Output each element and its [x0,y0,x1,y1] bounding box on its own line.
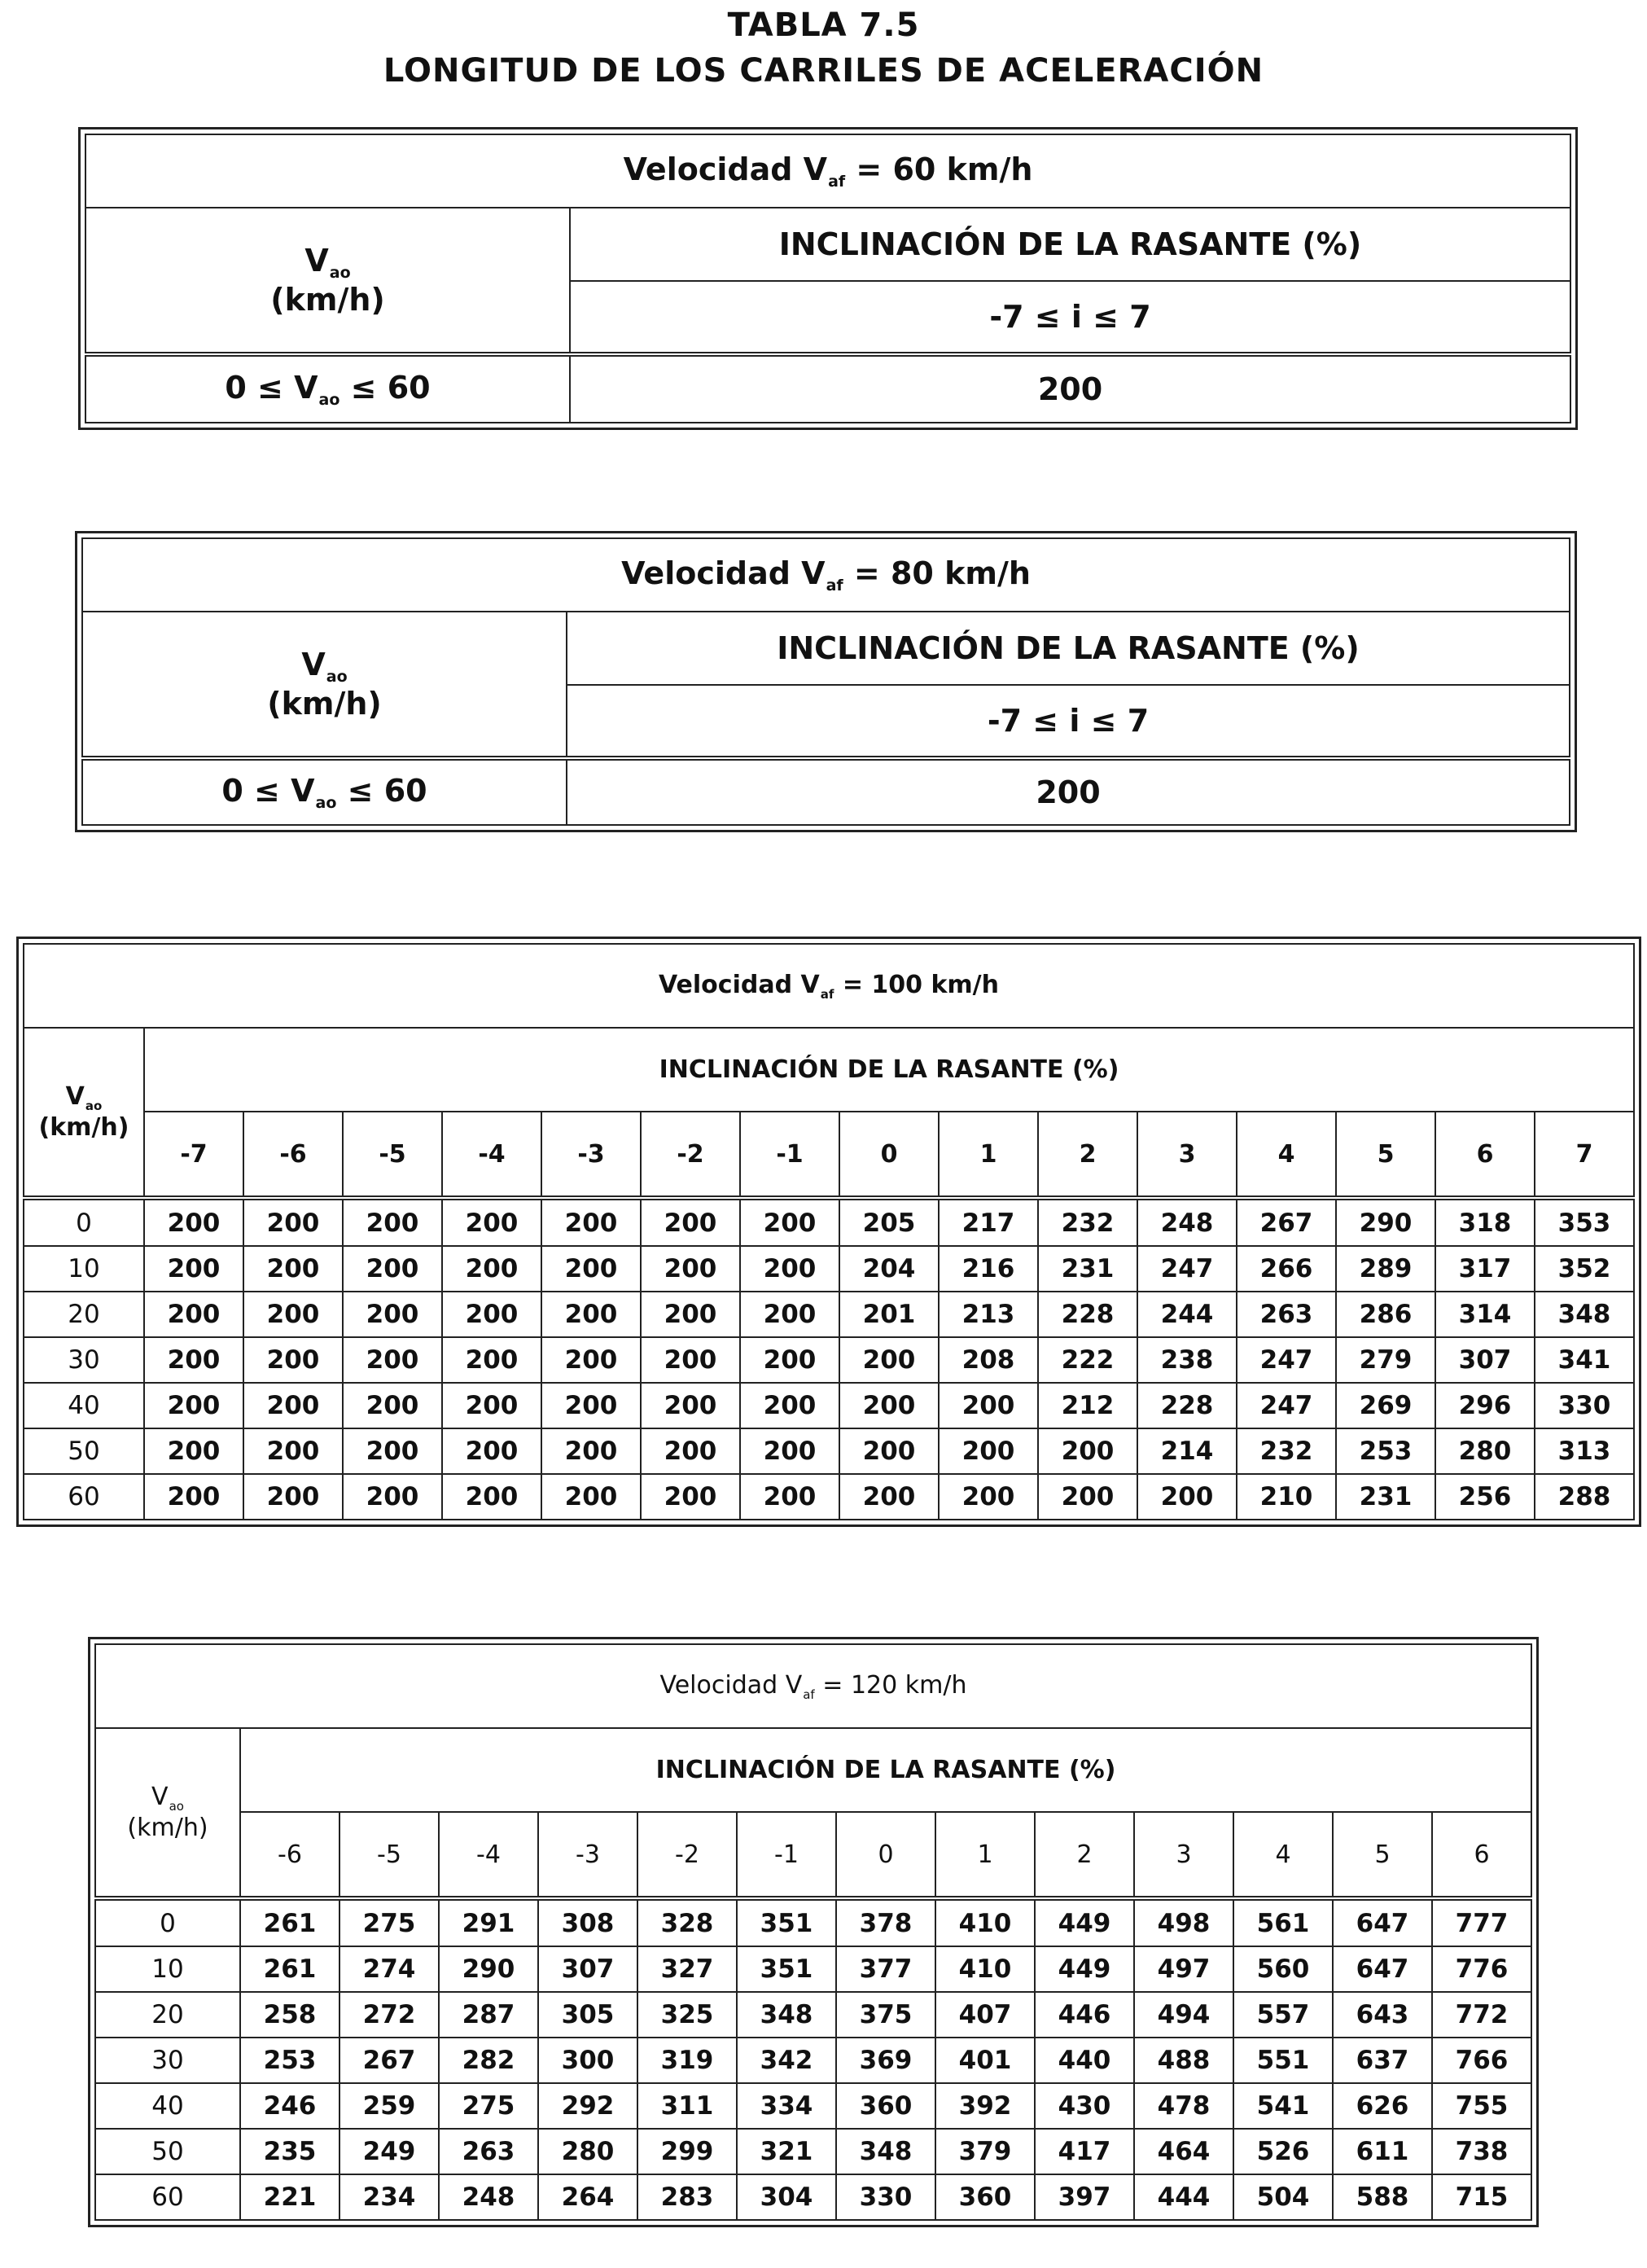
vao-range-label: $0 \le V_{ao} \le 60$ [82,758,567,825]
length-cell: 397 [1035,2174,1134,2220]
length-cell: 360 [836,2083,935,2129]
vao-unit-header: $V_{ao}$ (km/h) [24,1028,144,1198]
length-cell: 430 [1035,2083,1134,2129]
length-cell: 200 [343,1198,442,1246]
length-cell: 200 [541,1383,641,1428]
table-number-title: TABLA 7.5 [727,7,920,44]
length-cell: 348 [836,2129,935,2174]
length-cell: 266 [1237,1246,1336,1292]
length-cell: 263 [1237,1292,1336,1337]
length-cell: 200 [144,1246,243,1292]
length-cell: 440 [1035,2038,1134,2083]
table-vaf-120 [88,1637,1539,2227]
length-cell: 247 [1237,1337,1336,1383]
inclination-column-header: 5 [1336,1112,1435,1198]
table-row [24,1383,1634,1428]
length-cell: 772 [1432,1992,1531,2038]
length-cell: 478 [1134,2083,1233,2129]
table-row [24,1474,1634,1520]
length-cell: 200 [1038,1474,1137,1520]
length-cell: 755 [1432,2083,1531,2129]
inclination-column-header: 3 [1137,1112,1237,1198]
length-cell: 200 [144,1337,243,1383]
length-cell: 200 [442,1246,541,1292]
length-cell: 269 [1336,1383,1435,1428]
length-cell: 328 [637,1898,737,1946]
length-cell: 541 [1233,2083,1333,2129]
length-cell: 275 [439,2083,538,2129]
length-cell: 289 [1336,1246,1435,1292]
inclination-column-header: 4 [1233,1812,1333,1898]
length-cell: 305 [538,1992,637,2038]
length-cell: 286 [1336,1292,1435,1337]
length-cell: 231 [1038,1246,1137,1292]
inclination-column-header: -7 [144,1112,243,1198]
length-cell: 318 [1435,1198,1535,1246]
length-cell: 200 [641,1198,740,1246]
length-cell: 291 [439,1898,538,1946]
length-cell: 290 [439,1946,538,1992]
inclination-column-header: 6 [1435,1112,1535,1198]
length-cell: 200 [343,1246,442,1292]
vao-row-label: 40 [95,2083,240,2129]
length-cell: 261 [240,1946,339,1992]
table-row [95,1992,1531,2038]
inclination-column-header: 1 [935,1812,1035,1898]
length-cell: 249 [339,2129,439,2174]
length-cell: 378 [836,1898,935,1946]
inclination-column-header: 0 [836,1812,935,1898]
inclination-column-header: -2 [637,1812,737,1898]
inclination-column-header: -6 [240,1812,339,1898]
vao-row-label: 30 [24,1337,144,1383]
length-cell: 348 [737,1992,836,2038]
length-cell: 200 [442,1474,541,1520]
length-cell: 341 [1535,1337,1634,1383]
length-cell: 238 [1137,1337,1237,1383]
length-cell: 766 [1432,2038,1531,2083]
length-cell: 588 [1333,2174,1432,2220]
length-cell: 283 [637,2174,737,2220]
length-cell: 319 [637,2038,737,2083]
length-cell: 334 [737,2083,836,2129]
length-cell: 232 [1038,1198,1137,1246]
length-cell: 325 [637,1992,737,2038]
length-cell: 497 [1134,1946,1233,1992]
table-row [95,1946,1531,1992]
inclination-column-header: -1 [737,1812,836,1898]
length-cell: 231 [1336,1474,1435,1520]
length-cell: 200 [144,1474,243,1520]
length-cell: 369 [836,2038,935,2083]
inclination-header: INCLINACIÓN DE LA RASANTE (%) [567,612,1570,685]
length-cell: 200 [939,1383,1038,1428]
length-cell: 247 [1137,1246,1237,1292]
length-cell: 258 [240,1992,339,2038]
length-cell: 317 [1435,1246,1535,1292]
vao-row-label: 10 [24,1246,144,1292]
table-vaf-100 [16,937,1641,1527]
length-cell: 200 [740,1428,839,1474]
vao-row-label: 60 [24,1474,144,1520]
length-cell: 282 [439,2038,538,2083]
length-cell: 304 [737,2174,836,2220]
length-cell: 307 [1435,1337,1535,1383]
inclination-range: -7 ≤ i ≤ 7 [567,685,1570,758]
length-cell: 232 [1237,1428,1336,1474]
length-cell: 352 [1535,1246,1634,1292]
length-cell: 248 [439,2174,538,2220]
length-cell: 200 [740,1292,839,1337]
table-row [95,2129,1531,2174]
length-cell: 200 [939,1428,1038,1474]
speed-header: Velocidad $V_{af} = 120$ km/h [95,1644,1531,1728]
length-cell: 296 [1435,1383,1535,1428]
length-cell: 200 [641,1337,740,1383]
length-cell: 253 [240,2038,339,2083]
length-cell: 488 [1134,2038,1233,2083]
inclination-column-header: 0 [839,1112,939,1198]
table-row [24,1246,1634,1292]
inclination-column-header: -6 [243,1112,343,1198]
length-cell: 626 [1333,2083,1432,2129]
table-row [24,1292,1634,1337]
length-cell: 410 [935,1946,1035,1992]
length-cell: 280 [538,2129,637,2174]
inclination-column-header: -1 [740,1112,839,1198]
length-cell: 272 [339,1992,439,2038]
length-cell: 280 [1435,1428,1535,1474]
length-cell: 287 [439,1992,538,2038]
length-cell: 200 [442,1198,541,1246]
length-cell: 417 [1035,2129,1134,2174]
length-cell: 353 [1535,1198,1634,1246]
length-cell: 738 [1432,2129,1531,2174]
length-cell: 308 [538,1898,637,1946]
length-cell: 213 [939,1292,1038,1337]
length-cell: 208 [939,1337,1038,1383]
table-vaf-60 [78,127,1578,430]
inclination-range: -7 ≤ i ≤ 7 [570,281,1570,354]
length-cell: 201 [839,1292,939,1337]
inclination-column-header: -5 [339,1812,439,1898]
inclination-column-header: 2 [1038,1112,1137,1198]
length-cell: 561 [1233,1898,1333,1946]
length-cell: 777 [1432,1898,1531,1946]
length-cell: 228 [1137,1383,1237,1428]
length-cell: 200 [1137,1474,1237,1520]
length-cell: 204 [839,1246,939,1292]
inclination-column-header: 1 [939,1112,1038,1198]
length-cell: 292 [538,2083,637,2129]
length-cell: 221 [240,2174,339,2220]
length-cell: 200 [541,1292,641,1337]
length-cell: 200 [343,1337,442,1383]
length-cell: 200 [442,1428,541,1474]
length-cell: 200 [641,1474,740,1520]
length-cell: 200 [243,1383,343,1428]
length-value: 200 [570,354,1570,423]
inclination-header: INCLINACIÓN DE LA RASANTE (%) [570,208,1570,281]
vao-range-label: $0 \le V_{ao} \le 60$ [85,354,570,423]
table-row [95,2083,1531,2129]
length-cell: 200 [343,1474,442,1520]
speed-header: Velocidad $V_{af} = 100$ km/h [24,944,1634,1028]
length-cell: 647 [1333,1946,1432,1992]
length-cell: 200 [641,1292,740,1337]
length-cell: 375 [836,1992,935,2038]
length-cell: 643 [1333,1992,1432,2038]
length-cell: 264 [538,2174,637,2220]
length-cell: 647 [1333,1898,1432,1946]
length-cell: 526 [1233,2129,1333,2174]
inclination-header: INCLINACIÓN DE LA RASANTE (%) [144,1028,1634,1112]
length-cell: 560 [1233,1946,1333,1992]
length-cell: 446 [1035,1992,1134,2038]
table-row [24,1337,1634,1383]
length-cell: 464 [1134,2129,1233,2174]
length-cell: 200 [442,1337,541,1383]
vao-row-label: 50 [95,2129,240,2174]
length-cell: 200 [740,1474,839,1520]
length-cell: 200 [144,1198,243,1246]
vao-row-label: 60 [95,2174,240,2220]
vao-row-label: 0 [24,1198,144,1246]
table-row [24,1198,1634,1246]
length-cell: 200 [343,1428,442,1474]
length-cell: 248 [1137,1198,1237,1246]
length-cell: 498 [1134,1898,1233,1946]
table-main-title: LONGITUD DE LOS CARRILES DE ACELERACIÓN [383,52,1264,90]
length-cell: 247 [1237,1383,1336,1428]
length-cell: 715 [1432,2174,1531,2220]
length-cell: 210 [1237,1474,1336,1520]
length-cell: 351 [737,1946,836,1992]
inclination-column-header: -5 [343,1112,442,1198]
length-cell: 200 [243,1246,343,1292]
length-cell: 200 [243,1428,343,1474]
length-cell: 200 [641,1428,740,1474]
vao-unit-header: $V_{ao}$ (km/h) [95,1728,240,1898]
vao-row-label: 10 [95,1946,240,1992]
length-cell: 200 [740,1337,839,1383]
length-cell: 234 [339,2174,439,2220]
length-cell: 216 [939,1246,1038,1292]
length-cell: 200 [442,1292,541,1337]
length-cell: 327 [637,1946,737,1992]
inclination-column-header: 5 [1333,1812,1432,1898]
length-cell: 299 [637,2129,737,2174]
length-cell: 551 [1233,2038,1333,2083]
length-cell: 200 [839,1428,939,1474]
length-cell: 200 [641,1383,740,1428]
length-cell: 200 [144,1428,243,1474]
length-cell: 776 [1432,1946,1531,1992]
vao-row-label: 0 [95,1898,240,1946]
length-cell: 321 [737,2129,836,2174]
length-value: 200 [567,758,1570,825]
length-cell: 407 [935,1992,1035,2038]
inclination-column-header: 7 [1535,1112,1634,1198]
length-cell: 235 [240,2129,339,2174]
length-cell: 228 [1038,1292,1137,1337]
length-cell: 217 [939,1198,1038,1246]
length-cell: 214 [1137,1428,1237,1474]
length-cell: 200 [939,1474,1038,1520]
length-cell: 222 [1038,1337,1137,1383]
length-cell: 261 [240,1898,339,1946]
length-cell: 205 [839,1198,939,1246]
length-cell: 449 [1035,1946,1134,1992]
vao-unit-header: $V_{ao}$ (km/h) [85,208,570,354]
length-cell: 263 [439,2129,538,2174]
length-cell: 314 [1435,1292,1535,1337]
table-vaf-80 [75,531,1577,832]
speed-header: Velocidad $V_{af} = 80$ km/h [82,538,1570,612]
length-cell: 200 [243,1474,343,1520]
inclination-column-header: -4 [442,1112,541,1198]
length-cell: 307 [538,1946,637,1992]
length-cell: 379 [935,2129,1035,2174]
length-cell: 637 [1333,2038,1432,2083]
length-cell: 200 [243,1292,343,1337]
table-row [95,1898,1531,1946]
length-cell: 377 [836,1946,935,1992]
length-cell: 200 [243,1337,343,1383]
inclination-column-header: -3 [538,1812,637,1898]
length-cell: 200 [144,1383,243,1428]
length-cell: 200 [343,1292,442,1337]
vao-row-label: 50 [24,1428,144,1474]
length-cell: 200 [541,1337,641,1383]
inclination-column-header: -2 [641,1112,740,1198]
length-cell: 330 [836,2174,935,2220]
length-cell: 253 [1336,1428,1435,1474]
vao-row-label: 20 [24,1292,144,1337]
length-cell: 200 [442,1383,541,1428]
length-cell: 200 [839,1337,939,1383]
length-cell: 200 [541,1198,641,1246]
length-cell: 200 [541,1474,641,1520]
length-cell: 348 [1535,1292,1634,1337]
length-cell: 274 [339,1946,439,1992]
length-cell: 330 [1535,1383,1634,1428]
inclination-column-header: 3 [1134,1812,1233,1898]
length-cell: 246 [240,2083,339,2129]
length-cell: 313 [1535,1428,1634,1474]
length-cell: 290 [1336,1198,1435,1246]
length-cell: 200 [1038,1428,1137,1474]
length-cell: 504 [1233,2174,1333,2220]
length-cell: 212 [1038,1383,1137,1428]
length-cell: 267 [1237,1198,1336,1246]
length-cell: 200 [541,1246,641,1292]
length-cell: 557 [1233,1992,1333,2038]
length-cell: 256 [1435,1474,1535,1520]
length-cell: 200 [740,1198,839,1246]
vao-row-label: 20 [95,1992,240,2038]
length-cell: 244 [1137,1292,1237,1337]
length-cell: 200 [740,1383,839,1428]
length-cell: 200 [243,1198,343,1246]
length-cell: 611 [1333,2129,1432,2174]
table-row [95,2038,1531,2083]
length-cell: 200 [343,1383,442,1428]
length-cell: 200 [740,1246,839,1292]
length-cell: 259 [339,2083,439,2129]
length-cell: 275 [339,1898,439,1946]
inclination-column-header: -3 [541,1112,641,1198]
inclination-column-header: 2 [1035,1812,1134,1898]
speed-header: Velocidad $V_{af} = 60$ km/h [85,134,1570,208]
length-cell: 200 [839,1383,939,1428]
inclination-header: INCLINACIÓN DE LA RASANTE (%) [240,1728,1531,1812]
table-row [95,2174,1531,2220]
length-cell: 300 [538,2038,637,2083]
length-cell: 288 [1535,1474,1634,1520]
length-cell: 401 [935,2038,1035,2083]
length-cell: 392 [935,2083,1035,2129]
length-cell: 311 [637,2083,737,2129]
table-row [24,1428,1634,1474]
length-cell: 267 [339,2038,439,2083]
vao-row-label: 30 [95,2038,240,2083]
length-cell: 360 [935,2174,1035,2220]
length-cell: 342 [737,2038,836,2083]
vao-unit-header: $V_{ao}$ (km/h) [82,612,567,758]
length-cell: 351 [737,1898,836,1946]
length-cell: 494 [1134,1992,1233,2038]
length-cell: 444 [1134,2174,1233,2220]
length-cell: 200 [541,1428,641,1474]
length-cell: 279 [1336,1337,1435,1383]
inclination-column-header: -4 [439,1812,538,1898]
vao-row-label: 40 [24,1383,144,1428]
length-cell: 200 [144,1292,243,1337]
inclination-column-header: 4 [1237,1112,1336,1198]
length-cell: 200 [839,1474,939,1520]
length-cell: 449 [1035,1898,1134,1946]
length-cell: 200 [641,1246,740,1292]
inclination-column-header: 6 [1432,1812,1531,1898]
length-cell: 410 [935,1898,1035,1946]
